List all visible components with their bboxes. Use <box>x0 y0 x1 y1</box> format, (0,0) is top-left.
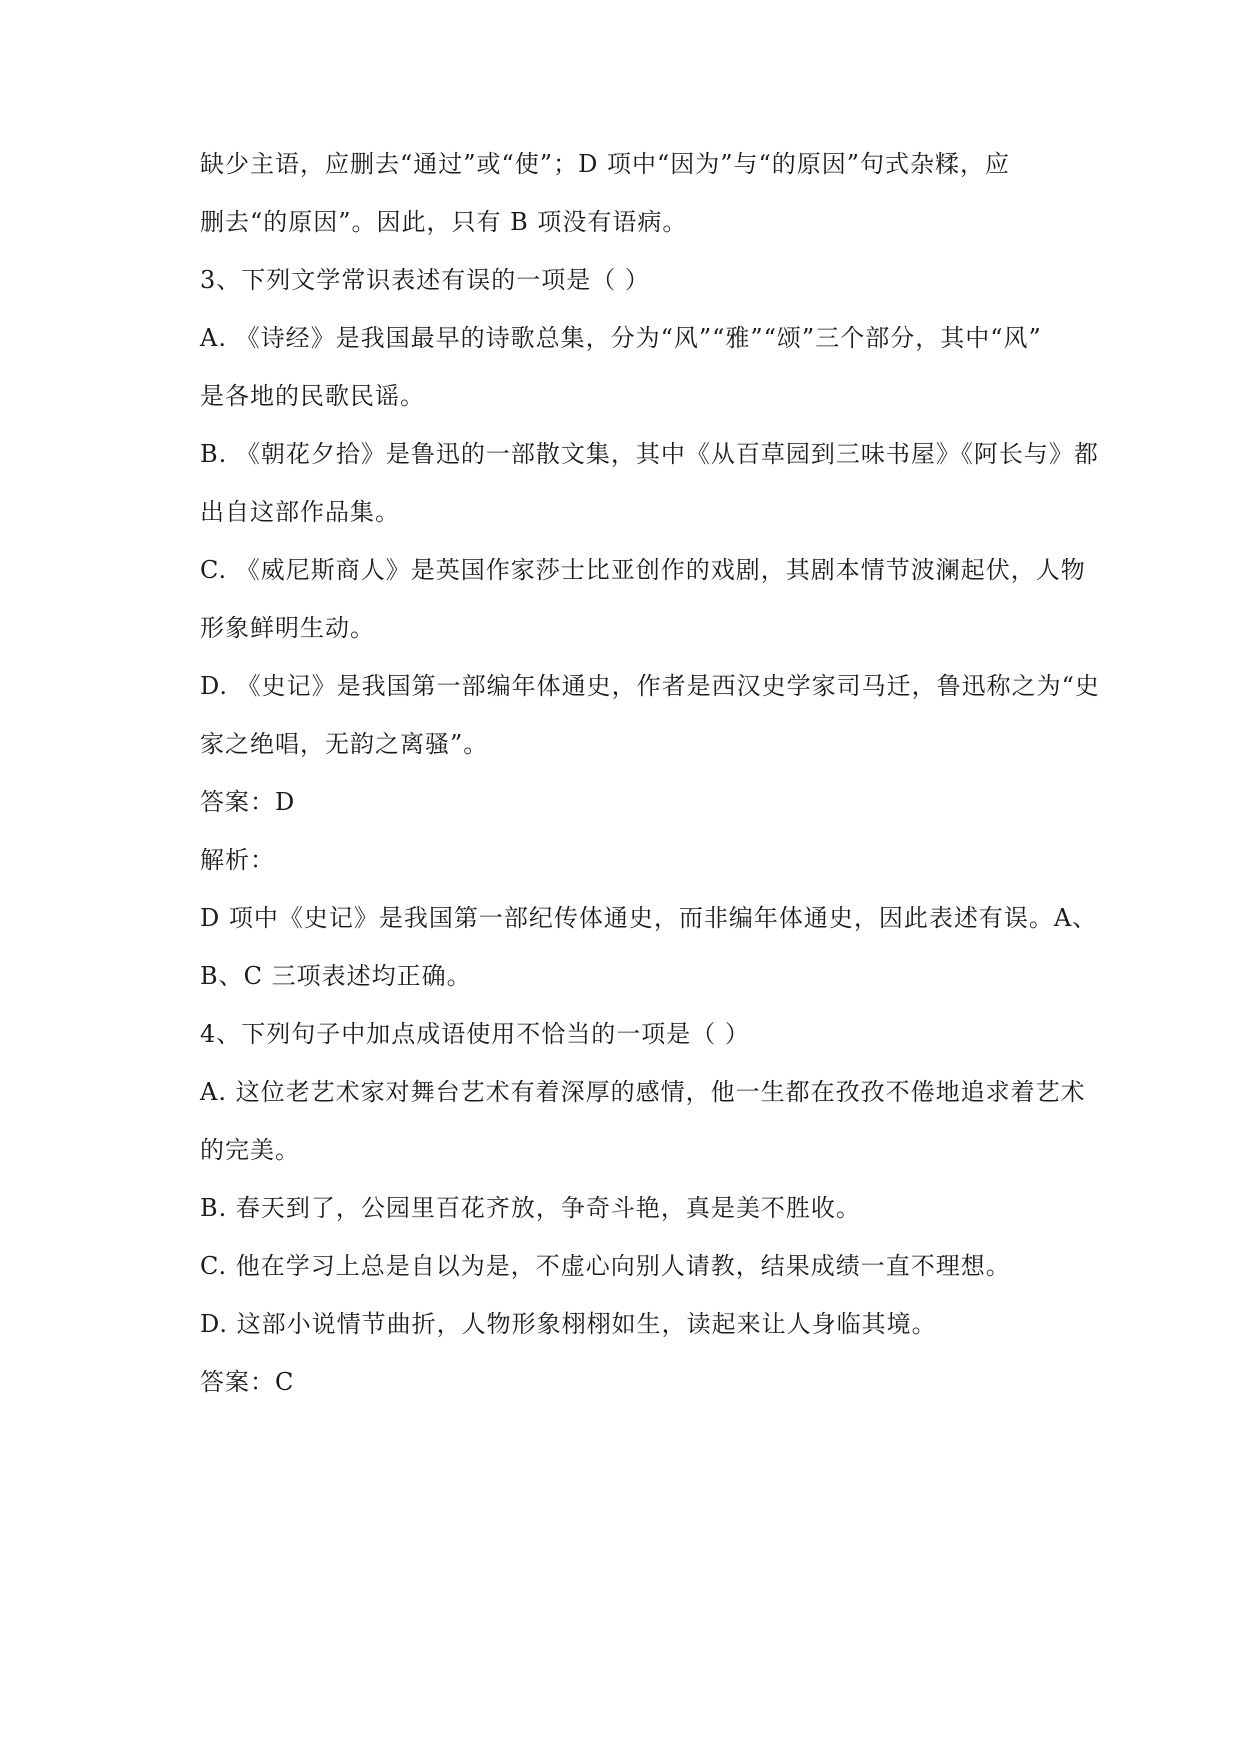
option-a-line: A. 《诗经》是我国最早的诗歌总集，分为“风”“雅”“颂”三个部分，其中“风” <box>200 324 1042 352</box>
analysis-heading: 解析： <box>200 846 275 874</box>
text-line: 是各地的民歌民谣。 <box>200 382 425 410</box>
text-line: 形象鲜明生动。 <box>200 614 375 642</box>
option-a-line: A. 这位老艺术家对舞台艺术有着深厚的感情，他一生都在孜孜不倦地追求着艺术 <box>200 1078 1086 1106</box>
option-b-line: B. 春天到了，公园里百花齐放，争奇斗艳，真是美不胜收。 <box>200 1194 861 1222</box>
text-line: 的完美。 <box>200 1136 300 1164</box>
option-d-line: D. 这部小说情节曲折，人物形象栩栩如生，读起来让人身临其境。 <box>200 1310 937 1338</box>
question-3-stem: 3、下列文学常识表述有误的一项是（ ） <box>200 266 650 294</box>
option-c-line: C. 《威尼斯商人》是英国作家莎士比亚创作的戏剧，其剧本情节波澜起伏，人物 <box>200 556 1086 584</box>
text-line: 出自这部作品集。 <box>200 498 400 526</box>
question-4-stem: 4、下列句子中加点成语使用不恰当的一项是（ ） <box>200 1020 750 1048</box>
analysis-line: D 项中《史记》是我国第一部纪传体通史，而非编年体通史，因此表述有误。A、 <box>200 904 1098 932</box>
option-b-line: B. 《朝花夕拾》是鲁迅的一部散文集，其中《从百草园到三味书屋》《阿长与》都 <box>200 440 1099 468</box>
text-line: 删去“的原因”。因此，只有 B 项没有语病。 <box>200 208 688 236</box>
answer-line: 答案：C <box>200 1368 295 1396</box>
option-d-line: D. 《史记》是我国第一部编年体通史，作者是西汉史学家司马迁，鲁迅称之为“史 <box>200 672 1100 700</box>
text-line: 家之绝唱，无韵之离骚”。 <box>200 730 489 758</box>
analysis-line: B、C 三项表述均正确。 <box>200 962 472 990</box>
option-c-line: C. 他在学习上总是自以为是，不虚心向别人请教，结果成绩一直不理想。 <box>200 1252 1011 1280</box>
text-line: 缺少主语，应删去“通过”或“使”；D 项中“因为”与“的原因”句式杂糅，应 <box>200 150 1011 178</box>
answer-line: 答案：D <box>200 788 296 816</box>
